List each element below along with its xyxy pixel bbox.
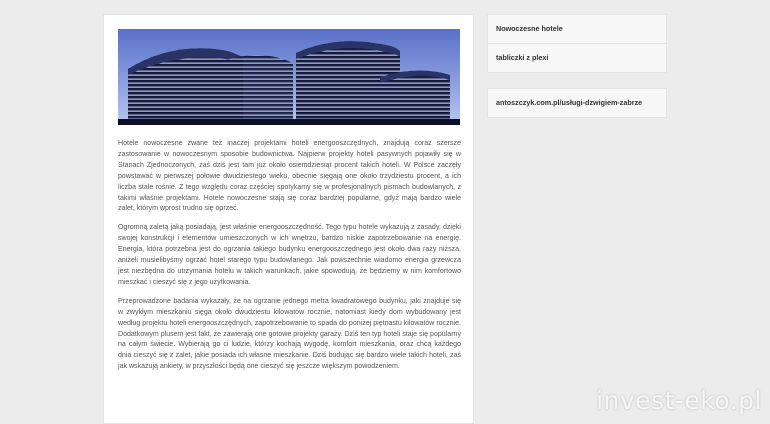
paragraph: Ogromną zaletą jaką posiadają, jest właśnie energooszczędność. Tego typu hotele wykazują z zasady, dzięki swojej konstrukcji i elementów umieszczonych w ich wnętrzu, bardzo niskie zapotrzebowanie na energię. Energia, która potrzebna jest do ogrzania takiego budynku energooszczędnego jest około dwa razy niższa, aniżeli musielibyśmy ogrzać hotel starego typu budowlanego. Jak powszechnie wiadomo energia grzewcza jest niezbędna do utrzymania hotelu w takich warunkach, jakie spowodują, że będziemy w nim komfortowo mieszkać i cieszyć się z jego użytkowania.	[118, 224, 461, 286]
hotel-image-graphic	[118, 29, 460, 125]
sidebar-link-nowoczesne-hotele[interactable]: Nowoczesne hotele	[496, 24, 563, 33]
sidebar-link-antoszczyk[interactable]: antoszczyk.com.pl/usługi-dzwigiem-zabrze	[496, 98, 643, 107]
site-watermark: invest-eko.pl	[596, 386, 762, 415]
sidebar-widget-links	[487, 14, 667, 73]
article-body	[118, 139, 461, 381]
hotel-image	[118, 29, 460, 125]
article-panel	[103, 14, 474, 424]
sidebar-widget-ad	[487, 88, 667, 118]
paragraph: Hotele nowoczesne zwane też inaczej projektami hoteli energooszczędnych, znajdują coraz szersze zastosowanie w nowoczesnym sposobie budownictwa. Najpierw projekty hoteli pasywnych pojawiły się w Stanach Zjednoczonych, zaś dziś jest tam już około osiemdziesiąt procent takich hoteli. W Polsce zaczęły powstawać w pierwszej połowie dwudziestego wieku, obecnie sięgają one około trzydziestu procent, a ich liczba stale rośnie. Z tego względu coraz częściej spotykamy się w profesjonalnych pismach budowlanych, z takimi właśnie projektami. Hotele nowoczesne stają się coraz bardziej popularne, gdyż mają bardzo wiele zalet, którym wprost trudno się oprzeć.	[118, 140, 461, 213]
sidebar-link-tabliczki[interactable]: tabliczki z plexi	[496, 53, 549, 62]
paragraph: Przeprowadzone badania wykazały, że na ogrzanie jednego metra kwadratowego budynku, jaki znajduje się w zwykłym mieszkaniu sięga około dwudziestu kilowatów rocznie, natomiast kiedy dom wybudowany jest według projektu hoteli energooszczędnych, zapotrzebowanie to spada do poniżej piętnastu kilowatów rocznie. Dodatkowym plusem jest fakt, że zawierają one gotowe projekty garaży. Dziś ten typ hoteli staje się popularny na całym świecie. Wybierają go ci ludzie, którzy kochają wygodę, komfort mieszkania, oraz chcą każdego dnia cieszyć się z zalet, jakie posiada ich własne mieszkanie. Dziś budując się bardzo wiele takich hoteli, zaś jak wskazują ankiety, w przyszłości będą one cieszyć się jeszcze większym powodzeniem.	[118, 297, 461, 371]
